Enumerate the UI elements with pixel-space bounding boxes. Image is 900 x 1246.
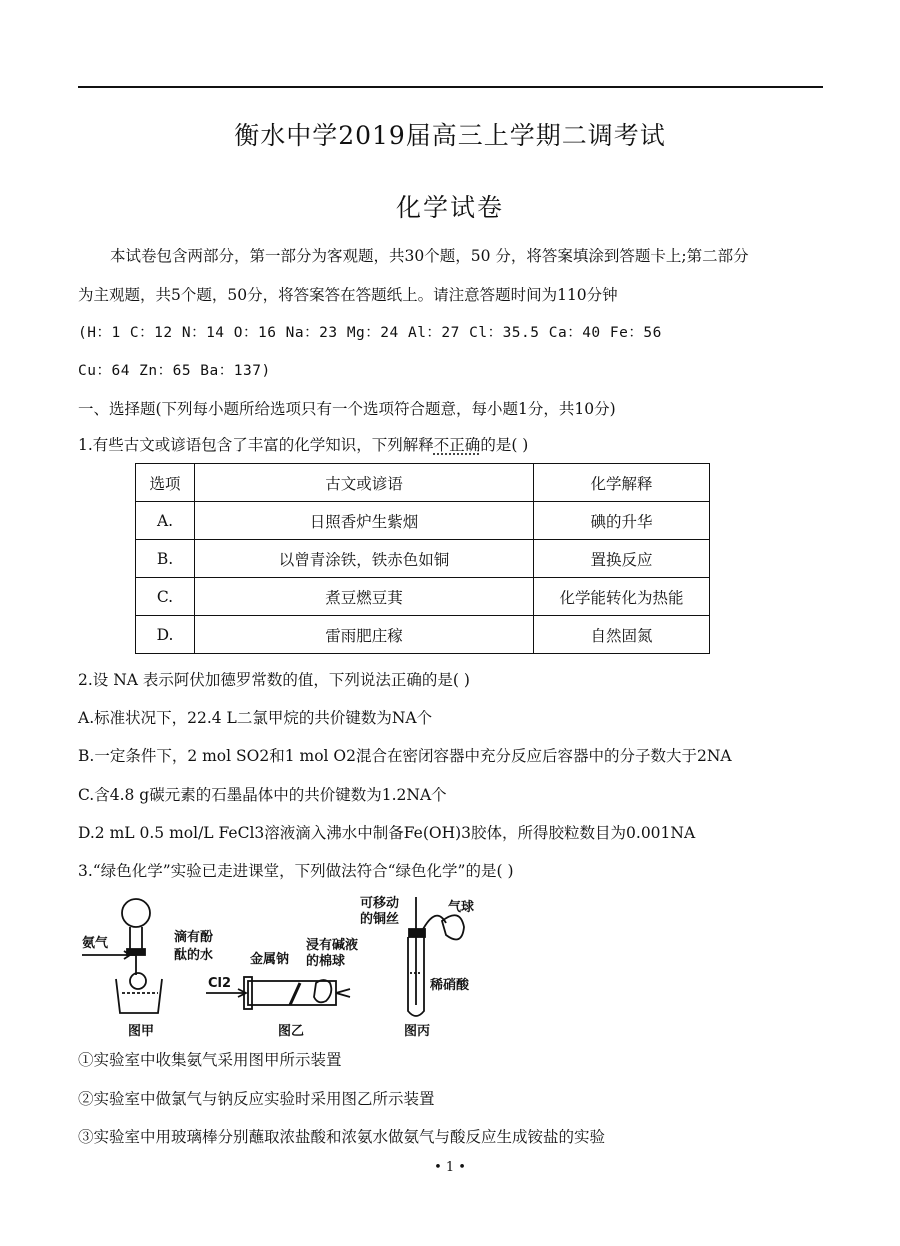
experiment-figure — [78, 893, 498, 1043]
table-cell: 置换反应 — [534, 540, 710, 578]
question-2-option-a: A.标准状况下，22.4 L二氯甲烷的共价键数为NA个 — [78, 709, 433, 727]
table-row — [136, 502, 710, 540]
top-rule — [78, 86, 823, 88]
table-cell: C. — [136, 578, 195, 616]
label-balloon: 气球 — [448, 900, 475, 915]
table-row — [136, 540, 710, 578]
question-3-statement-2: ②实验室中做氯气与钠反应实验时采用图乙所示装置 — [78, 1090, 435, 1108]
intro-line-2: 为主观题，共5个题，50分，将答案答在答题纸上。请注意答题时间为110分钟 — [78, 286, 618, 304]
table-header-row — [136, 464, 710, 502]
question-2-option-b: B.一定条件下，2 mol SO2和1 mol O2混合在密闭容器中充分反应后容器中的分子数大于2NA — [78, 747, 732, 765]
table-cell: 碘的升华 — [534, 502, 710, 540]
question-3-stem: 3.“绿色化学”实验已走进课堂，下列做法符合“绿色化学”的是( ) — [78, 862, 514, 880]
label-ammonia: 氨气 — [82, 936, 109, 951]
q1-stem-post: 的是( ) — [480, 436, 529, 454]
table-cell: 自然固氮 — [534, 616, 710, 654]
label-sodium: 金属钠 — [250, 952, 290, 967]
intro-line-1: 本试卷包含两部分，第一部分为客观题，共30个题，50 分，将答案填涂到答题卡上;第二部分 — [110, 247, 749, 265]
table-cell: 日照香炉生紫烟 — [195, 502, 534, 540]
table-cell: 以曾青涂铁，铁赤色如铜 — [195, 540, 534, 578]
question-1-table — [135, 463, 710, 654]
label-phenol-water-1: 滴有酚 — [174, 930, 214, 945]
flask-bulb-shape — [122, 899, 150, 927]
question-2-stem: 2.设 NA 表示阿伏加德罗常数的值，下列说法正确的是( ) — [78, 671, 470, 689]
table-header-cell: 古文或谚语 — [195, 464, 534, 502]
atomic-masses-2: Cu：64 Zn：65 Ba：137) — [78, 363, 271, 379]
label-cotton-1: 浸有碱液 — [306, 938, 359, 953]
table-cell: 雷雨肥庄稼 — [195, 616, 534, 654]
label-fig-jia: 图甲 — [128, 1024, 155, 1039]
table-cell: A. — [136, 502, 195, 540]
table-row — [136, 616, 710, 654]
question-3-statement-3: ③实验室中用玻璃棒分别蘸取浓盐酸和浓氨水做氨气与酸反应生成铵盐的实验 — [78, 1128, 606, 1146]
label-fig-bing: 图丙 — [404, 1024, 431, 1039]
exam-title: 衡水中学2019届高三上学期二调考试 — [234, 121, 666, 150]
atomic-masses-1: (H：1 C：12 N：14 O：16 Na：23 Mg：24 Al：27 Cl：35.5 Ca：40 Fe：56 — [78, 325, 662, 341]
label-acid: 稀硝酸 — [430, 978, 470, 993]
label-copper-1: 可移动 — [360, 896, 400, 911]
q1-stem-emphasis: 不正确 — [433, 436, 481, 454]
table-header-cell: 选项 — [136, 464, 195, 502]
table-cell: 化学能转化为热能 — [534, 578, 710, 616]
question-3-statement-1: ①实验室中收集氨气采用图甲所示装置 — [78, 1051, 342, 1069]
page-number: • 1 • — [434, 1160, 466, 1175]
table-row — [136, 578, 710, 616]
label-cotton-2: 的棉球 — [306, 954, 346, 969]
question-2-option-c: C.含4.8 g碳元素的石墨晶体中的共价键数为1.2NA个 — [78, 786, 447, 804]
q1-stem-pre: 1.有些古文或谚语包含了丰富的化学知识，下列解释 — [78, 436, 434, 454]
table-header-cell: 化学解释 — [534, 464, 710, 502]
label-copper-2: 的铜丝 — [360, 912, 400, 927]
label-cl2: Cl2 — [208, 976, 232, 991]
table-cell: D. — [136, 616, 195, 654]
question-1-stem — [78, 433, 838, 455]
table-cell: B. — [136, 540, 195, 578]
question-2-option-d: D.2 mL 0.5 mol/L FeCl3溶液滴入沸水中制备Fe(OH)3胶体，所得胶粒数目为0.001NA — [78, 824, 696, 842]
label-phenol-water-2: 酞的水 — [174, 948, 214, 963]
table-cell: 煮豆燃豆萁 — [195, 578, 534, 616]
section-heading: 一、选择题(下列每小题所给选项只有一个选项符合题意，每小题1分，共10分) — [78, 400, 616, 418]
exam-subtitle: 化学试卷 — [395, 193, 504, 222]
label-fig-yi: 图乙 — [278, 1024, 305, 1039]
